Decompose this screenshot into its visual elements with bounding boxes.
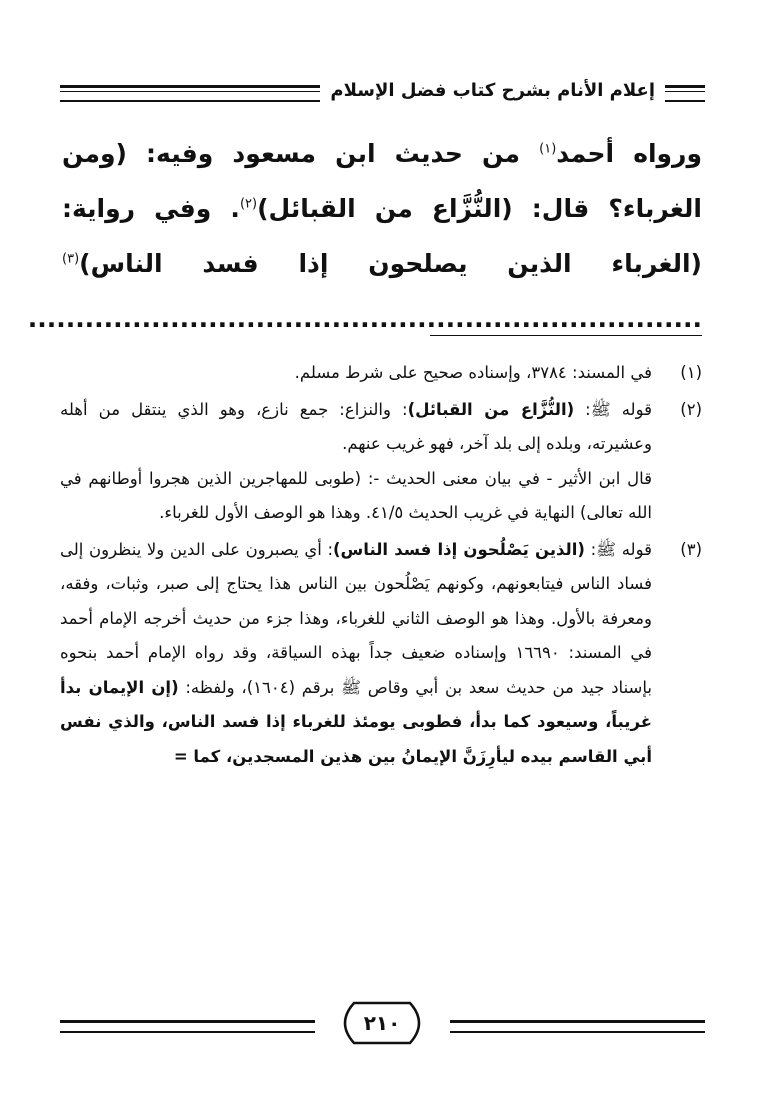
footnote-quote: (الذين يَصْلُحون إذا فسد الناس) xyxy=(333,539,585,559)
footnote-ref[interactable]: (٣) xyxy=(62,251,80,267)
page-number: ٢١٠ xyxy=(363,1011,401,1035)
footnotes xyxy=(60,356,702,776)
footnote-number: (٢) xyxy=(680,399,702,419)
footnote xyxy=(60,356,702,391)
page-footer xyxy=(60,1000,705,1050)
footnote-lead: قوله ﷺ: xyxy=(584,539,652,559)
page-number-badge xyxy=(332,1000,432,1046)
dotted-leader: ....................................................................... xyxy=(27,304,702,333)
footnote-paragraph: قال ابن الأثير - في بيان معنى الحديث -: (طوبى للمهاجرين الذين هجروا أوطانهم في الله تعالى) النهاية في غريب الحديث ٤١/٥. وهذا هو الوصف الأول للغرباء. xyxy=(60,468,652,522)
book-title: إعلام الأنام بشرح كتاب فضل الإسلام xyxy=(320,76,665,106)
footnote-text: : والنزاع: جمع نازع، وهو الذي ينتقل من أهله وعشيرته، وبلده إلى بلد آخر، فهو غريب عنهم. xyxy=(60,399,652,453)
footnote-number: (١) xyxy=(680,363,702,382)
footnote-ref[interactable]: (٢) xyxy=(239,196,258,212)
running-header xyxy=(60,76,705,106)
footer-rule-right xyxy=(450,1020,705,1033)
footnote-hadith-quote: (إن الإيمان بدأ غريباً، وسيعود كما بدأ، فطوبى يومئذ للغرباء إذا فسد الناس، والذي نفس أبي القاسم بيده ليأرِزَنَّ الإيمانُ بين هذين المسجدين، كما = xyxy=(60,677,652,766)
footnote xyxy=(60,533,702,775)
main-text-part: ورواه أحمد xyxy=(556,139,702,168)
footnote-lead: قوله ﷺ: xyxy=(574,399,652,419)
main-text xyxy=(27,126,702,346)
footnote-text: : أي يصبرون على الدين ولا ينظرون إلى فساد الناس فيتابعونهم، وكونهم يَصْلُحون بين الناس هذا يحتاج إلى صبر، وثبات، وفقه، ومعرفة بالأول. وهذا هو الوصف الثاني للغرباء، وهذا جزء من حديث أخرجه الإمام أحمد في المسند: ١٦٦٩٠ وإسناده ضعيف جداً بهذه السياقة، وقد رواه الإمام أحمد بنحوه بإسناد جيد من حديث سعد بن أبي وقاص ﷺ برقم (١٦٠٤)، ولفظه: xyxy=(60,539,652,697)
footnote-text: في المسند: ٣٧٨٤، وإسناده صحيح على شرط مسلم. xyxy=(294,363,652,382)
footnote-number: (٣) xyxy=(680,539,702,559)
footnote xyxy=(60,393,702,531)
footnote-quote: (النُّزَّاع من القبائل) xyxy=(407,399,575,419)
footer-rule-left xyxy=(60,1020,315,1033)
main-text-part: . وفي رواية: (الغرباء الذين يصلحون إذا فسد الناس) xyxy=(62,194,702,278)
main-text-part: من حديث ابن مسعود وفيه: (ومن الغرباء؟ قال: (النُّزَّاع من القبائل) xyxy=(62,139,702,223)
footnote-separator xyxy=(430,335,702,336)
footnote-ref[interactable]: (١) xyxy=(539,141,557,157)
